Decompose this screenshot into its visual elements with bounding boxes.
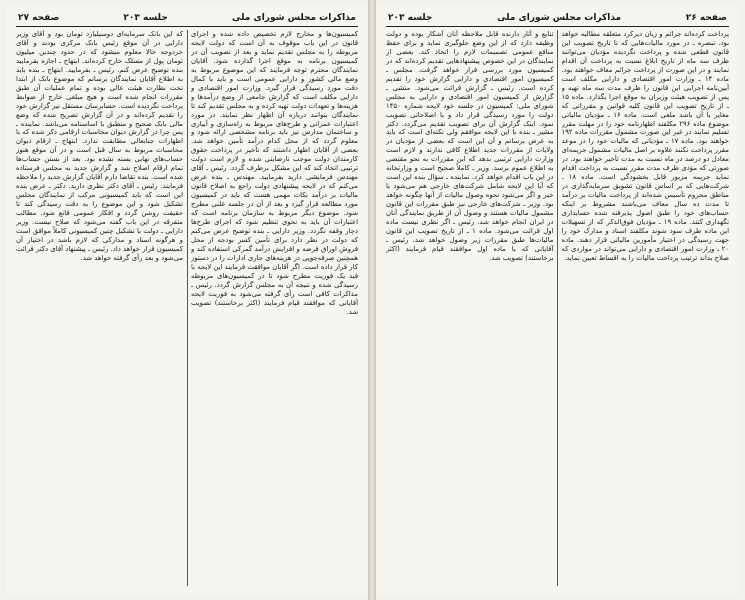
right-page-columns bbox=[386, 30, 729, 588]
right-page-left-column bbox=[386, 30, 554, 588]
left-page-right-column-text: کمیسیون‌ها و مخارج لازم تخصیص داده شده و اجرای قانون در این باب موقوف به آن است که دولت لایحه مربوطه را به مجلس تقدیم نماید و بعد از تصویب آن در کمیسیون برنامه به موقع اجرا گذارده شود. آقایان نمایندگان محترم توجه فرمایند که این موضوع مربوط به وضع مالی کشور و دارایی عمومی است و باید با کمال دقت مورد رسیدگی قرار گیرد. وزارت امور اقتصادی و دارایی مکلف است که گزارش جامعی از وضع درآمدها و هزینه‌ها و تعهدات دولت تهیه کرده و به مجلس تقدیم کند تا نمایندگان بتوانند درباره آن اظهار نظر نمایند. در مورد اعتبارات عمرانی و طرح‌های مربوط به راه‌سازی و آبیاری و ساختمان مدارس نیز باید برنامه مشخصی ارائه شود و معلوم گردد که از محل کدام درآمد تأمین خواهد شد. بعضی از آقایان اظهار داشتند که تأخیر در پرداخت حقوق کارمندان دولت موجب نارضایتی شده و لازم است دولت ترتیبی اتخاذ کند که این مشکل برطرف گردد. رئیس ـ آقای مهندس فرمایشی دارید بفرمایید. مهندس ـ بنده عرض می‌کنم که در لایحه پیشنهادی دولت راجع به اصلاح قانون مالیات بر درآمد نکات مهمی هست که باید در کمیسیون مورد مطالعه قرار گیرد و بعد از آن در جلسه علنی مطرح شود. موضوع دیگر مربوط به سازمان برنامه است که اعتبارات آن باید به نحوی تنظیم شود که اجرای طرح‌ها دچار وقفه نگردد. وزیر دارایی ـ بنده توضیح عرض می‌کنم که دولت در نظر دارد برای تأمین کسر بودجه از محل فروش اوراق قرضه و افزایش درآمد گمرکی استفاده کند و همچنین صرفه‌جویی در هزینه‌های جاری ادارات را در دستور کار قرار داده است. اگر آقایان موافقت فرمایند این لایحه با قید یک فوریت مطرح شود تا در کمیسیون‌های مربوطه رسیدگی شده و نتیجه آن به مجلس گزارش گردد. رئیس ـ مذاکرات کافی است رأی گرفته می‌شود به فوریت لایحه آقایانی که موافقند قیام فرمایند (اکثر برخاستند) تصویب شد. bbox=[191, 30, 358, 316]
right-page-right-column bbox=[562, 30, 730, 588]
right-page-title: مذاکرات مجلس شورای ملی bbox=[497, 13, 622, 23]
left-page-right-column bbox=[191, 30, 358, 588]
right-page-number: صفحه ۲۶ bbox=[685, 13, 727, 23]
right-page-left-column-text: تنایع و آثار دارنده قابل ملاحظه آنان آشکار بوده و دولت وظیفه دارد که از این وضع جلوگیری نماید و برای حفظ منافع عمومی تصمیمات لازم را اتخاذ کند. بعضی از نمایندگان در این خصوص پیشنهادهایی تقدیم کرده‌اند که در کمیسیون مورد بررسی قرار خواهد گرفت. مجلس ـ کمیسیون امور اقتصادی و دارایی گزارش خود را تقدیم کرده است. رئیس ـ گزارش قرائت می‌شود. منشی ـ گزارش از کمیسیون امور اقتصادی و دارایی به مجلس شورای ملی: کمیسیون در جلسه خود لایحه شماره ۱۴۵۰ دولت را مورد رسیدگی قرار داد و با اصلاحاتی تصویب نمود. اینک گزارش آن برای تصویب تقدیم می‌گردد. دکتر مشیر ـ بنده با این لایحه موافقم ولی نکته‌ای است که باید به عرض برسانم و آن این است که بعضی از مؤدیان در ولایات از مقررات جدید اطلاع کافی ندارند و لازم است وزارت دارایی ترتیبی بدهد که این مقررات به نحو مقتضی به اطلاع عموم برسد. وزیر ـ کاملاً صحیح است و وزارتخانه در این باب اقدام خواهد کرد. نماینده ـ سؤال بنده این است که آیا این لایحه شامل شرکت‌های خارجی هم می‌شود یا خیر و اگر می‌شود نحوه وصول مالیات از آنها چگونه خواهد بود. وزیر ـ شرکت‌های خارجی نیز طبق مقررات این قانون مشمول مالیات هستند و وصول آن از طریق نمایندگی آنان در ایران انجام خواهد شد. رئیس ـ اگر نظری نیست ماده اول قرائت می‌شود. ماده ۱ ـ از تاریخ تصویب این قانون مالیات‌ها طبق مقررات زیر وصول خواهد شد. رئیس ـ آقایانی که با ماده اول موافقند قیام فرمایند (اکثر برخاستند) تصویب شد. bbox=[386, 30, 554, 262]
left-page-title: مذاکرات مجلس شورای ملی bbox=[231, 13, 356, 23]
right-page-session: جلسه ۲۰۳ bbox=[388, 13, 433, 23]
left-page-columns bbox=[16, 30, 358, 588]
left-page-number: صفحه ۲۷ bbox=[18, 13, 60, 23]
left-page bbox=[6, 6, 368, 594]
right-page bbox=[376, 6, 739, 594]
left-page-left-column bbox=[16, 30, 183, 588]
left-page-session: جلسه ۲۰۳ bbox=[123, 13, 168, 23]
left-page-left-column-text: که این بانک سرمایه‌ای دوسیلیارد تومان بود و آقای وزیر دارایی در آن موقع رئیس بانک مرکزی بودند و آقای خردوجه حالا معلوم میشود که در حدود چندین میلیون تومان پول از مسلک خارج کرده‌اند. ابتهاج ـ اجازه بفرمایید بنده توضیح عرض کنم. رئیس ـ بفرمایید. ابتهاج ـ بنده باید به اطلاع آقایان نمایندگان برسانم که موضوع بانک از ابتدا تحت نظارت هیئت عالی بوده و تمام عملیات آن طبق مقررات انجام شده است و هیچ مبلغی خارج از ضوابط پرداخت نگردیده است. حسابرسان مستقل نیز گزارش خود را تقدیم کرده‌اند و در آن گزارش تصریح شده که وضع مالی بانک صحیح و منطبق با اساسنامه می‌باشد. نماینده ـ پس چرا در گزارش دیوان محاسبات ارقامی ذکر شده که با اظهارات جنابعالی مطابقت ندارد. ابتهاج ـ ارقام دیوان محاسبات مربوط به سال قبل است و در آن موقع هنوز حساب‌های نهایی بسته نشده بود. بعد از بستن حساب‌ها تمام ارقام اصلاح شد و گزارش جدید به مجلس فرستاده شده است. بنده تقاضا دارم آقایان گزارش جدید را ملاحظه فرمایند. رئیس ـ آقای دکتر نظری دارید. دکتر ـ عرض بنده این است که باید کمیسیونی مرکب از نمایندگان مجلس تشکیل شود و این موضوع را به دقت رسیدگی کند تا حقیقت روشن گردد و افکار عمومی قانع شود. مطالب متفرقه در این باب گفته می‌شود که صلاح نیست. وزیر دارایی ـ دولت با تشکیل چنین کمیسیونی کاملاً موافق است و هرگونه اسناد و مدارکی که لازم باشد در اختیار آن کمیسیون قرار خواهد داد. رئیس ـ پیشنهاد آقای دکتر قرائت می‌شود و بعد رأی گرفته خواهد شد. bbox=[16, 30, 183, 262]
right-page-right-column-text: پرداخت کرده‌اند جرائم و زیان دیرکرد متعلقه مطالبه خواهد بود. تبصره ـ در مورد مالیات‌هایی که تا تاریخ تصویب این قانون قطعی شده و پرداخت نگردیده مؤدیان می‌توانند ظرف سه ماه از تاریخ ابلاغ نسبت به پرداخت آن اقدام نمایند و در این صورت از پرداخت جرائم معاف خواهند بود. ماده ۱۴ ـ وزارت امور اقتصادی و دارایی مکلف است آیین‌نامه اجرایی این قانون را ظرف مدت سه ماه تهیه و پس از تصویب هیئت وزیران به موقع اجرا بگذارد. ماده ۱۵ ـ از تاریخ تصویب این قانون کلیه قوانین و مقرراتی که مغایر با آن باشد ملغی است. ماده ۱۶ ـ مؤدیان مالیاتی موضوع ماده ۲۹۶ مکلفند اظهارنامه خود را در مهلت مقرر تسلیم نمایند در غیر این صورت مشمول مقررات ماده ۱۹۲ خواهند بود. ماده ۱۷ ـ مؤدیانی که مالیات خود را در موعد مقرر پرداخت نکنند علاوه بر اصل مالیات مشمول جریمه‌ای معادل دو درصد در ماه نسبت به مدت تأخیر خواهند بود. در صورتی که مؤدی ظرف مدت مقرر نسبت به پرداخت اقدام نماید جریمه مزبور قابل بخشودگی است. ماده ۱۸ ـ شرکت‌هایی که بر اساس قانون تشویق سرمایه‌گذاری در مناطق محروم تأسیس شده‌اند از پرداخت مالیات بر درآمد تا مدت ده سال معاف می‌باشند مشروط بر اینکه حساب‌های خود را طبق اصول پذیرفته شده حسابداری نگهداری کنند. ماده ۱۹ ـ مؤدیان فوق‌الذکر که از تسهیلات این ماده طرف سود شوند مکلفند اسناد و مدارک خود را جهت رسیدگی در اختیار مأمورین مالیاتی قرار دهند. ماده ۲۰ ـ وزارت امور اقتصادی و دارایی می‌تواند در مواردی که صلاح بداند ترتیب پرداخت مالیات را به اقساط تعیین نماید. bbox=[561, 30, 729, 262]
right-page-header bbox=[386, 12, 729, 27]
book-gutter bbox=[368, 0, 376, 600]
left-page-header bbox=[16, 12, 358, 27]
